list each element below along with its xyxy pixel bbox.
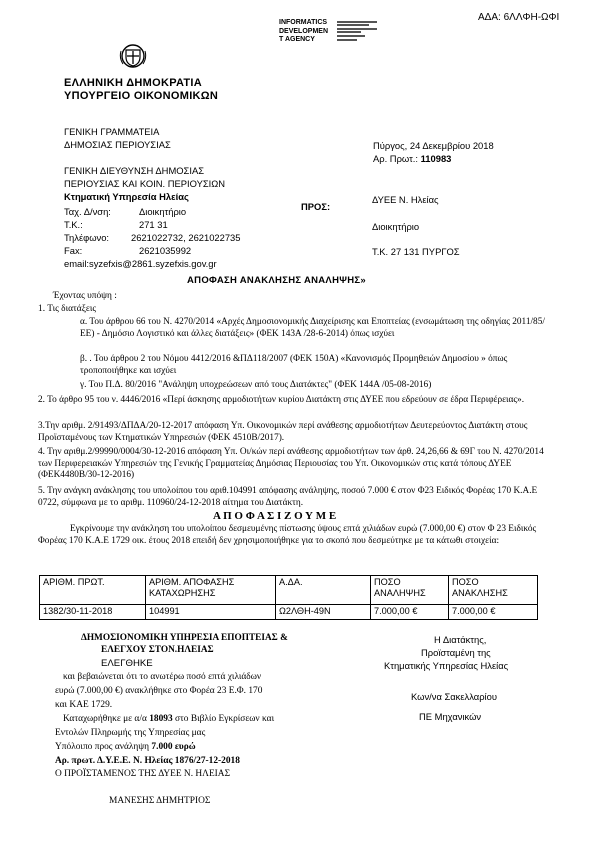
audit-title-line1: ΔΗΜΟΣΙΟΝΟΜΙΚΗ ΥΠΗΡΕΣΙΑ ΕΠΟΠΤΕΙΑΣ & (81, 633, 288, 643)
consideration-2: 2. Το άρθρο 95 του ν. 4446/2016 «Περί άσκησης αρμοδιοτήτων κυρίου Διατάκτη στις ΔΥΕΕ που εδρεύουν σε έδρα Περιφέρειας». (38, 395, 525, 405)
address-value: Διοικητήριο (139, 206, 187, 217)
protocol-line: Αρ. Πρωτ.: 110983 (373, 153, 452, 164)
postcode-label: Τ.Κ.: (64, 219, 83, 230)
header-commitment-amount: ΠΟΣΟ ΑΝΑΛΗΨΗΣ (371, 576, 449, 605)
address-label: Ταχ. Δ/νση: (64, 206, 111, 217)
signatory-title2: Προϊσταμένη της (421, 647, 491, 658)
general-directorate-line2: ΠΕΡΙΟΥΣΙΑΣ ΚΑΙ ΚΟΙΝ. ΠΕΡΙΟΥΣΙΩΝ (64, 178, 226, 189)
audit-line7: Αρ. πρωτ. Δ.Υ.Ε.Ε. Ν. Ηλείας 1876/27-12-2018 (55, 756, 240, 766)
audit-title-line2: ΕΛΕΓΧΟΥ ΣΤΟΝ.ΗΛΕΙΑΣ (101, 645, 214, 655)
cell-ada: Ω2ΛΘΗ-49Ν (276, 605, 371, 620)
recipient-name: ΔΥΕΕ Ν. Ηλείας (372, 194, 439, 205)
audit-line6: Υπόλοιπο προς ανάληψη 7.000 ευρώ (55, 742, 196, 752)
provision-a: α. Του άρθρου 66 του Ν. 4270/2014 «Αρχές Δημοσιονομικής Διαχείρισης και Εποπτείας (ενσωμάτωση της οδηγίας 2011/85/ΕΕ) - Δημόσιο Λογιστικό και άλλες διατάξεις» (ΦΕΚ 143Α /28-6-2014) όπως ισχύει (80, 317, 545, 339)
phone-value: 2621022732, 2621022735 (131, 232, 241, 243)
recipient-postcode: Τ.Κ. 27 131 ΠΥΡΓΟΣ (372, 246, 460, 257)
audit-line3: και ΚΑΕ 1729. (55, 700, 113, 710)
header-revocation-amount: ΠΟΣΟ ΑΝΑΚΛΗΣΗΣ (449, 576, 538, 605)
general-secretariat-line2: ΔΗΜΟΣΙΑΣ ΠΕΡΙΟΥΣΙΑΣ (64, 139, 171, 150)
to-label: ΠΡΟΣ: (301, 201, 331, 212)
header-protocol-no: ΑΡΙΘΜ. ΠΡΩΤ. (40, 576, 146, 605)
audit-line2: ευρώ (7.000,00 €) ανακλήθηκε στο Φορέα 23 Ε.Φ. 170 (55, 686, 263, 696)
signatory-name: Κων/να Σακελλαρίου (411, 691, 497, 702)
consideration-4: 4. Την αριθμ.2/99990/0004/30-12-2016 απόφαση Υπ. Οι/κών περί ανάθεσης αρμοδιοτήτων των άρθ. 24,26,66 & 69Γ του Ν. 4270/2014 των Περιφερειακών Υπηρεσιών της Γενικής Γραμματείας Δημόσιας Περιουσίας του Υπ. Οικονομικών στις κατά τόπους ΔΥΕΕ (ΦΕΚ4480Β/30-12-2016) (38, 447, 544, 481)
audit-line8: Ο ΠΡΟΪΣΤΑΜΕΝΟΣ ΤΗΣ ΔΥΕΕ Ν. ΗΛΕΙΑΣ (55, 769, 231, 779)
checked-label: ΕΛΕΓΘΗΚΕ (101, 658, 153, 669)
recipient-building: Διοικητήριο (372, 221, 420, 232)
signatory-title3: Κτηματικής Υπηρεσίας Ηλείας (384, 660, 509, 671)
state-heading: ΕΛΛΗΝΙΚΗ ΔΗΜΟΚΡΑΤΙΑ ΥΠΟΥΡΓΕΙΟ ΟΙΚΟΝΟΜΙΚΩΝ (64, 77, 219, 102)
greek-emblem-icon (118, 42, 148, 70)
audit-line5: Εντολών Πληρωμής της Υπηρεσίας μας (55, 728, 206, 738)
decide-title: Α Π Ο Φ Α Σ Ι Ζ Ο Υ Μ Ε (213, 510, 337, 522)
provision-heading: 1. Τις διατάξεις (38, 304, 97, 314)
document-title: ΑΠΟΦΑΣΗ ΑΝΑΚΛΗΣΗΣ ΑΝΑΛΗΨΗΣ» (187, 275, 366, 286)
fax-value: 2621035992 (139, 245, 192, 256)
cell-protocol-no: 1382/30-11-2018 (40, 605, 146, 620)
cell-decision-no: 104991 (146, 605, 276, 620)
table-row (40, 605, 538, 620)
phone-label: Τηλέφωνο: (64, 232, 110, 243)
ada-code: ΑΔΑ: 6ΛΛΦΗ-ΩΦΙ (478, 12, 560, 23)
header-decision-no: ΑΡΙΘΜ. ΑΠΟΦΑΣΗΣ ΚΑΤΑΧΩΡΗΣΗΣ (146, 576, 276, 605)
audit-signatory-name: ΜΑΝΕΣΗΣ ΔΗΜΗΤΡΙΟΣ (109, 796, 211, 806)
consideration-3: 3.Την αριθμ. 2/91493/ΔΠΔΑ/20-12-2017 απόφαση Υπ. Οικονομικών περί ανάθεσης αρμοδιοτήτων Δευτερεύοντος Διατάκτη στους Προϊσταμένους των Κτηματικών Υπηρεσιών (ΦΕΚ 4510Β/2017). (38, 421, 528, 443)
signatory-role: ΠΕ Μηχανικών (419, 711, 482, 722)
date-line: Πύργος, 24 Δεκεμβρίου 2018 (373, 140, 494, 151)
decision-text: Εγκρίνουμε την ανάκληση του υπολοίπου δεσμευμένης πίστωσης ύψους επτά χιλιάδων ευρώ (7.000,00 €) στον Φ 23 Ειδικός Φορέας 170 Κ.Α.Ε 1729 οικ. έτους 2018 επειδή δεν χρησιμοποιήθηκε για το σκοπό που δεσμεύτηκε με τα κάτωθι στοιχεία: (38, 524, 537, 546)
table-header-row (40, 576, 538, 605)
cell-commitment-amount: 7.000,00 € (371, 605, 449, 620)
email-address: email:syzefxis@2861.syzefxis.gov.gr (64, 258, 217, 269)
commitment-table (39, 575, 538, 620)
postcode-value: 271 31 (139, 219, 168, 230)
consideration-5: 5. Την ανάγκη ανάκλησης του υπολοίπου του αριθ.104991 απόφασης ανάληψης, ποσού 7.000 € στον Φ23 Ειδικός Φορέας 170 Κ.Α.Ε 0722, σύμφωνα με το αριθμ. 110960/24-12-2018 αίτημα του Διατάκτη. (38, 486, 538, 508)
general-directorate-line1: ΓΕΝΙΚΗ ΔΙΕΥΘΥΝΣΗ ΔΗΜΟΣΙΑΣ (64, 165, 204, 176)
provision-b: β. . Του άρθρου 2 του Νόμου 4412/2016 &ΠΔ118/2007 (ΦΕΚ 150Α) «Κανονισμός Προμηθειών Δημοσίου » όπως τροποποιήθηκε και ισχύει (80, 354, 508, 376)
development-agency-logo: INFORMATICS DEVELOPMEN T AGENCY (279, 19, 329, 43)
cell-revocation-amount: 7.000,00 € (449, 605, 538, 620)
agency-logo-fineprint (337, 19, 377, 42)
office-name: Κτηματική Υπηρεσία Ηλείας (64, 191, 189, 202)
audit-line1: και βεβαιώνεται ότι το ανωτέρω ποσό επτά χιλιάδων (63, 672, 262, 682)
provision-c: γ. Του Π.Δ. 80/2016 "Ανάληψη υποχρεώσεων από τους Διατάκτες" (ΦΕΚ 144Α /05-08-2016) (80, 380, 432, 390)
having-regard: Έχοντας υπόψη : (53, 291, 117, 301)
protocol-number: 110983 (420, 153, 452, 164)
header-ada: Α.ΔΑ. (276, 576, 371, 605)
signatory-title1: Η Διατάκτης, (434, 634, 487, 645)
audit-line4: Καταχωρήθηκε με α/α 18093 στο Βιβλίο Εγκρίσεων και (63, 714, 275, 724)
fax-label: Fax: (64, 245, 83, 256)
general-secretariat-line1: ΓΕΝΙΚΗ ΓΡΑΜΜΑΤΕΙΑ (64, 126, 160, 137)
